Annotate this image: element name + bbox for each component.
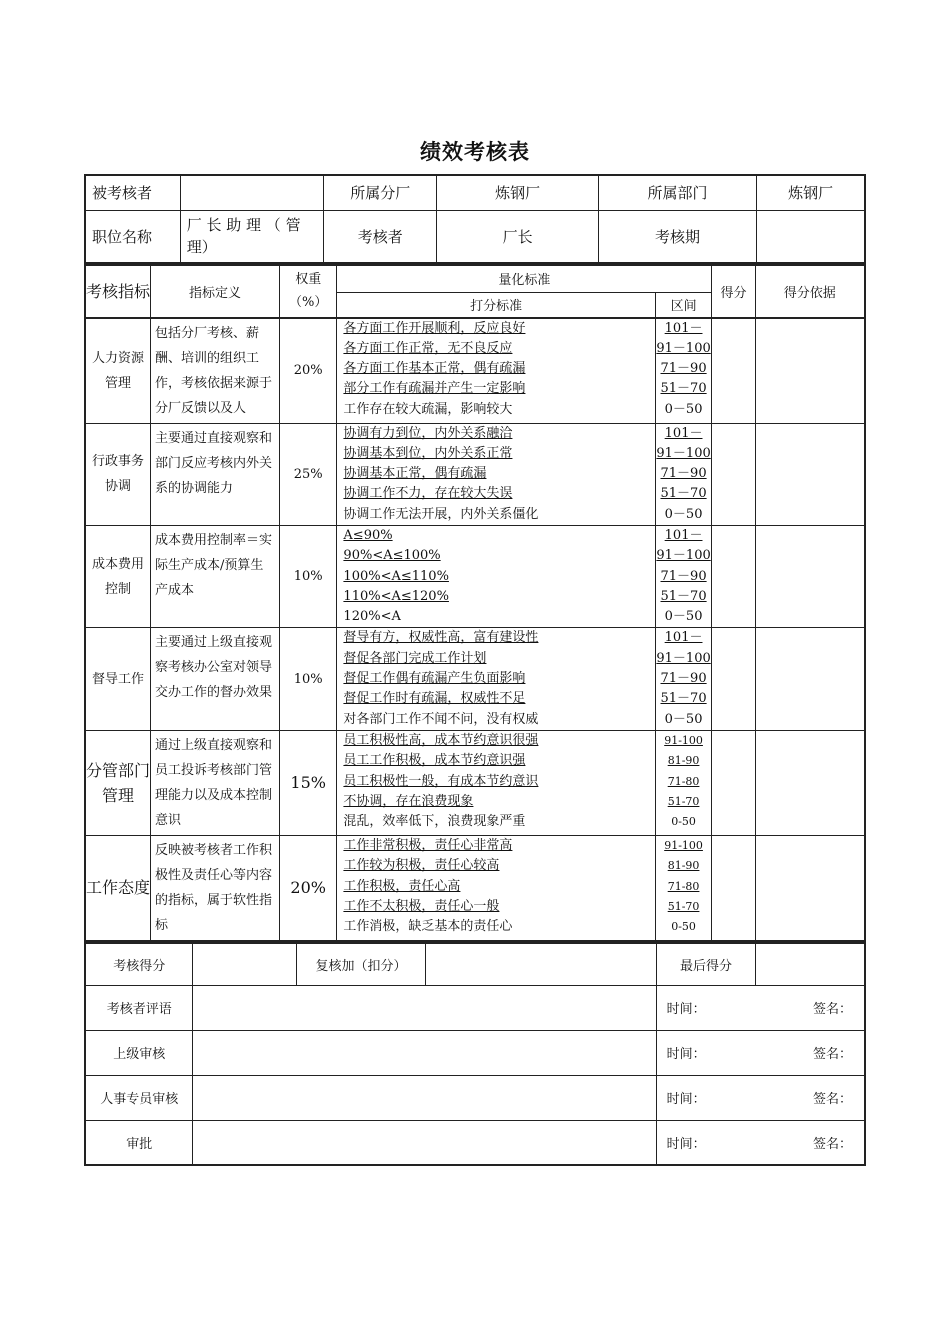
approval-content[interactable] (193, 985, 656, 1030)
examinee-field[interactable] (180, 175, 323, 210)
signature-cell[interactable] (656, 1075, 865, 1120)
criteria-item: 工作积极，责任心高 (343, 878, 461, 894)
basis-cell[interactable] (755, 730, 865, 835)
basis-cell[interactable] (755, 318, 865, 423)
range-list (655, 835, 711, 940)
range-item: 0-50 (671, 815, 696, 829)
approval-label: 考核者评语 (85, 985, 193, 1030)
indicator-row (85, 835, 865, 940)
header-definition: 指标定义 (151, 264, 280, 317)
range-item: 101－ (664, 630, 703, 646)
range-item: 71－90 (660, 671, 707, 687)
basis-cell[interactable] (755, 835, 865, 940)
signature-cell[interactable] (656, 985, 865, 1030)
basis-cell[interactable] (755, 525, 865, 627)
range-item: 0－50 (664, 506, 703, 522)
sign-label: 签名： (812, 1137, 852, 1153)
branch-value[interactable]: 炼钢厂 (437, 175, 598, 210)
signature-cell[interactable] (656, 1120, 865, 1165)
range-list (655, 730, 711, 835)
indicator-name: 督导工作 (85, 628, 151, 730)
indicator-name: 行政事务协调 (85, 423, 151, 525)
criteria-list (337, 628, 655, 730)
range-list (655, 525, 711, 627)
criteria-item: 110%<A≤120% (343, 588, 449, 604)
assessor-label: 考核者 (324, 210, 437, 262)
final-score-field[interactable] (756, 942, 865, 985)
criteria-item: 120%<A (343, 609, 401, 625)
range-item: 71-80 (667, 879, 700, 893)
header-weight: 权重 （%） (279, 264, 336, 317)
score-cell[interactable] (712, 318, 755, 423)
approval-row (85, 1075, 865, 1120)
indicator-row (85, 525, 865, 627)
dept-label: 所属部门 (598, 175, 756, 210)
branch-label: 所属分厂 (324, 175, 437, 210)
range-item: 101－ (664, 425, 703, 441)
score-cell[interactable] (712, 525, 755, 627)
indicator-weight: 20% (279, 318, 336, 423)
indicator-body (84, 318, 866, 941)
indicator-row (85, 423, 865, 525)
position-value[interactable]: 厂 长 助 理 （ 管 理） (180, 210, 323, 262)
criteria-item: 90%<A≤100% (343, 548, 441, 564)
header-indicator: 考核指标 (85, 264, 151, 317)
criteria-item: 各方面工作正常，无不良反应 (343, 340, 513, 356)
criteria-item: 混乱，效率低下，浪费现象严重 (343, 814, 526, 830)
performance-form (84, 174, 866, 1166)
range-item: 91-100 (664, 838, 703, 852)
criteria-item: 督促各部门完成工作计划 (343, 650, 487, 666)
range-item: 71－90 (660, 568, 707, 584)
position-label: 职位名称 (85, 210, 180, 262)
final-score-label: 最后得分 (656, 942, 756, 985)
criteria-item: 工作不太积极，责任心一般 (343, 898, 500, 914)
score-cell[interactable] (712, 835, 755, 940)
criteria-item: 协调工作无法开展，内外关系僵化 (343, 506, 539, 522)
indicator-weight: 15% (279, 730, 336, 835)
indicator-definition: 主要通过直接观察和部门反应考核内外关系的协调能力 (151, 423, 280, 525)
indicator-name: 成本费用控制 (85, 525, 151, 627)
range-item: 91－100 (656, 340, 711, 356)
dept-value[interactable]: 炼钢厂 (757, 175, 865, 210)
range-list (655, 318, 711, 423)
approval-label: 审批 (85, 1120, 193, 1165)
indicator-definition: 主要通过上级直接观察考核办公室对领导交办工作的督办效果 (151, 628, 280, 730)
range-item: 91－100 (656, 650, 711, 666)
indicator-definition: 包括分厂考核、薪酬、培训的组织工作，考核依据来源于分厂反馈以及人 (151, 318, 280, 423)
header-range: 区间 (655, 292, 711, 317)
criteria-item: 协调基本正常，偶有疏漏 (343, 466, 487, 482)
indicator-name: 人力资源管理 (85, 318, 151, 423)
indicator-definition: 成本费用控制率＝实际生产成本/预算生产成本 (151, 525, 280, 627)
indicator-name: 分管部门管理 (85, 730, 151, 835)
score-field[interactable] (193, 942, 297, 985)
time-label: 时间： (666, 1002, 706, 1018)
criteria-item: 协调有力到位，内外关系融洽 (343, 425, 513, 441)
sign-label: 签名： (812, 1047, 852, 1063)
approval-row (85, 1030, 865, 1075)
criteria-item: 工作非常积极，责任心非常高 (343, 837, 513, 853)
summary-table (84, 941, 866, 1167)
criteria-list (337, 730, 655, 835)
range-item: 81-90 (667, 754, 700, 768)
header-scoring: 打分标准 (337, 292, 655, 317)
score-label: 考核得分 (85, 942, 193, 985)
indicator-weight: 10% (279, 628, 336, 730)
range-item: 91－100 (656, 548, 711, 564)
review-label: 复核加（扣分） (297, 942, 425, 985)
criteria-item: 部分工作有疏漏并产生一定影响 (343, 381, 526, 397)
indicator-table (84, 263, 866, 318)
range-item: 0-50 (671, 920, 696, 934)
range-item: 51-70 (667, 899, 700, 913)
range-item: 71－90 (660, 361, 707, 377)
indicator-name: 工作态度 (85, 835, 151, 940)
range-item: 101－ (664, 320, 703, 336)
approval-label: 人事专员审核 (85, 1075, 193, 1120)
range-item: 101－ (664, 527, 703, 543)
score-cell[interactable] (712, 730, 755, 835)
period-label: 考核期 (598, 210, 756, 262)
time-label: 时间： (666, 1092, 706, 1108)
approval-content[interactable] (193, 1030, 656, 1075)
criteria-item: 工作消极，缺乏基本的责任心 (343, 919, 513, 935)
signature-cell[interactable] (656, 1030, 865, 1075)
indicator-row (85, 318, 865, 423)
range-item: 81-90 (667, 859, 700, 873)
criteria-item: 督促工作偶有疏漏产生负面影响 (343, 671, 526, 687)
assessor-value[interactable]: 厂长 (437, 210, 598, 262)
indicator-definition: 通过上级直接观察和员工投诉考核部门管理能力以及成本控制意识 (151, 730, 280, 835)
range-item: 71－90 (660, 466, 707, 482)
criteria-item: 协调基本到位，内外关系正常 (343, 445, 513, 461)
range-item: 91－100 (656, 445, 711, 461)
criteria-item: A≤90% (343, 527, 393, 543)
criteria-item: 协调工作不力，存在较大失误 (343, 486, 513, 502)
score-cell[interactable] (712, 628, 755, 730)
indicator-weight: 10% (279, 525, 336, 627)
info-table (84, 174, 866, 263)
approval-row (85, 985, 865, 1030)
time-label: 时间： (666, 1047, 706, 1063)
indicator-row (85, 730, 865, 835)
indicator-weight: 25% (279, 423, 336, 525)
criteria-item: 各方面工作开展顺利，反应良好 (343, 320, 526, 336)
time-label: 时间： (666, 1137, 706, 1153)
range-item: 51－70 (660, 381, 707, 397)
range-item: 0－50 (664, 711, 703, 727)
criteria-list (337, 423, 655, 525)
score-cell[interactable] (712, 423, 755, 525)
criteria-item: 督促工作时有疏漏，权威性不足 (343, 691, 526, 707)
criteria-item: 不协调，存在浪费现象 (343, 793, 474, 809)
indicator-row (85, 628, 865, 730)
criteria-item: 督导有方，权威性高，富有建设性 (343, 630, 539, 646)
header-score: 得分 (712, 264, 755, 317)
range-item: 91-100 (664, 733, 703, 747)
range-item: 51－70 (660, 486, 707, 502)
criteria-item: 100%<A≤110% (343, 568, 449, 584)
sign-label: 签名： (812, 1092, 852, 1108)
approval-content[interactable] (193, 1075, 656, 1120)
approval-content[interactable] (193, 1120, 656, 1165)
indicator-definition: 反映被考核者工作积极性及责任心等内容的指标，属于软性指标 (151, 835, 280, 940)
criteria-item: 各方面工作基本正常，偶有疏漏 (343, 361, 526, 377)
range-item: 71-80 (667, 774, 700, 788)
range-item: 51-70 (667, 794, 700, 808)
period-field[interactable] (757, 210, 865, 262)
criteria-item: 员工积极性一般，有成本节约意识 (343, 773, 539, 789)
range-item: 0－50 (664, 609, 703, 625)
criteria-item: 员工工作积极，成本节约意识强 (343, 753, 526, 769)
basis-cell[interactable] (755, 628, 865, 730)
indicator-weight: 20% (279, 835, 336, 940)
sign-label: 签名： (812, 1002, 852, 1018)
header-quant: 量化标准 (337, 264, 712, 292)
examinee-label: 被考核者 (85, 175, 180, 210)
criteria-list (337, 525, 655, 627)
basis-cell[interactable] (755, 423, 865, 525)
header-basis: 得分依据 (755, 264, 865, 317)
range-item: 51－70 (660, 691, 707, 707)
criteria-item: 工作存在较大疏漏，影响较大 (343, 401, 513, 417)
range-item: 0－50 (664, 401, 703, 417)
criteria-item: 对各部门工作不闻不问，没有权威 (343, 711, 539, 727)
criteria-item: 员工积极性高，成本节约意识很强 (343, 732, 539, 748)
review-field[interactable] (425, 942, 656, 985)
criteria-list (337, 835, 655, 940)
range-list (655, 423, 711, 525)
approval-label: 上级审核 (85, 1030, 193, 1075)
approval-row (85, 1120, 865, 1165)
range-list (655, 628, 711, 730)
range-item: 51－70 (660, 588, 707, 604)
criteria-list (337, 318, 655, 423)
page-title: 绩效考核表 (420, 139, 530, 164)
criteria-item: 工作较为积极，责任心较高 (343, 858, 500, 874)
